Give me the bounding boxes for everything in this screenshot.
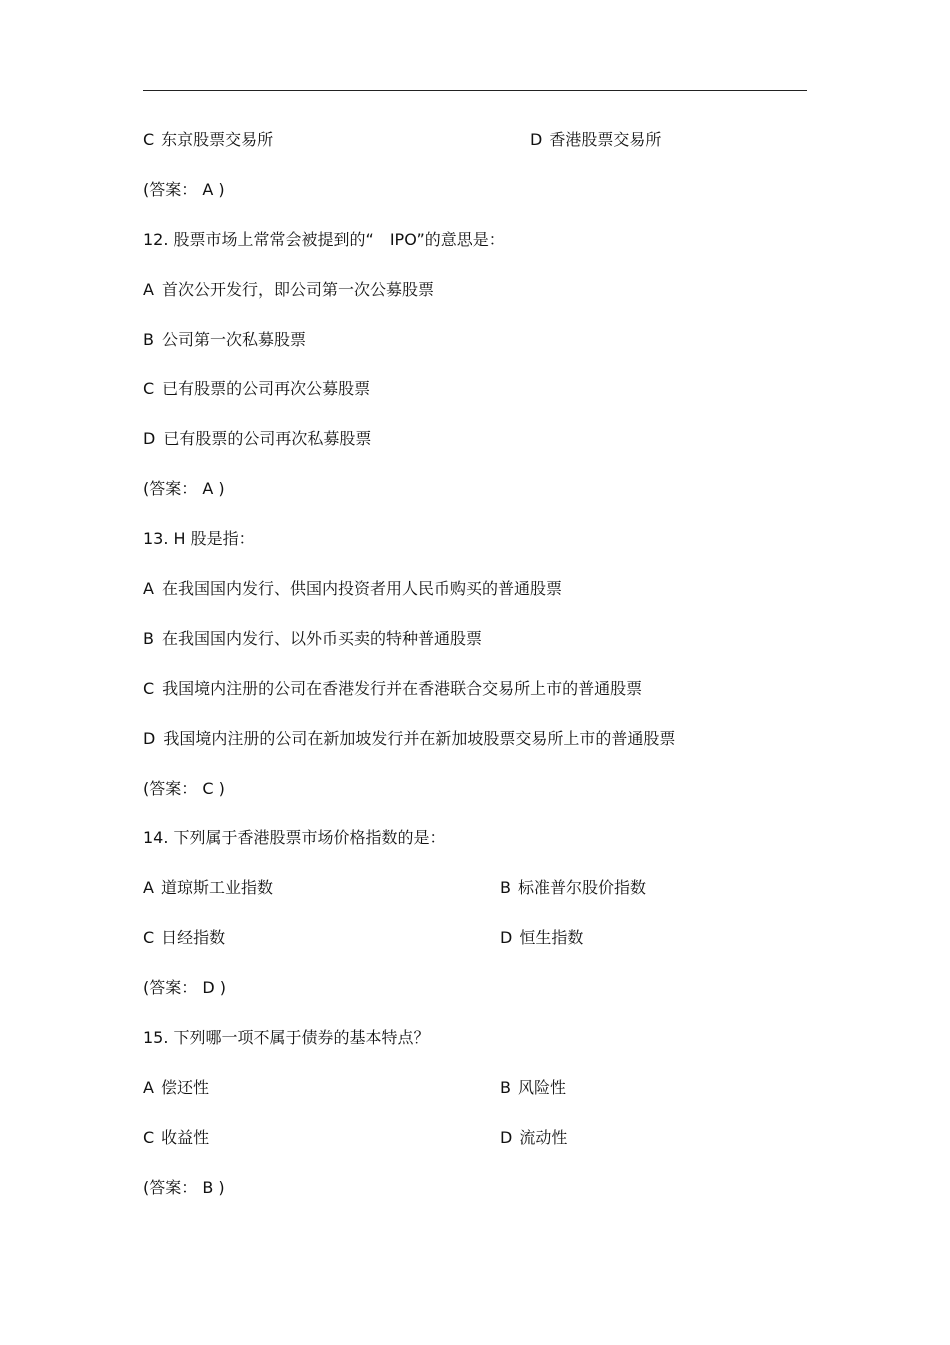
q12-answer: (答案： A ) — [143, 479, 225, 499]
question-list — [143, 126, 807, 1224]
q15-answer: (答案： B ) — [143, 1177, 225, 1197]
q14-option-a: A 道琼斯工业指数 — [143, 878, 273, 898]
q15-option-a: A 偿还性 — [143, 1077, 209, 1097]
q14-question: 14. 下列属于香港股票市场价格指数的是： — [143, 828, 446, 848]
q12-option-a: A 首次公开发行，即公司第一次公募股票 — [143, 279, 434, 299]
q12-question: 12. 股票市场上常常会被提到的“ IPO”的意思是： — [143, 229, 505, 249]
q15-question: 15. 下列哪一项不属于债券的基本特点？ — [143, 1028, 430, 1048]
q14-options-row-ab — [143, 874, 807, 924]
q15-option-d: D 流动性 — [500, 1127, 568, 1147]
q12-option-c: C 已有股票的公司再次公募股票 — [143, 379, 371, 399]
q14-options-row-cd — [143, 924, 807, 974]
q11-answer: (答案： A ) — [143, 179, 225, 199]
q11-options-row-cd — [143, 126, 807, 176]
q13-option-c: C 我国境内注册的公司在香港发行并在香港联合交易所上市的普通股票 — [143, 678, 643, 698]
q12-option-d: D 已有股票的公司再次私募股票 — [143, 429, 372, 449]
q14-answer: (答案： D ) — [143, 978, 226, 998]
q15-option-c: C 收益性 — [143, 1127, 210, 1147]
q13-option-d: D 我国境内注册的公司在新加坡发行并在新加坡股票交易所上市的普通股票 — [143, 728, 676, 748]
header-rule — [143, 90, 807, 91]
q13-answer: (答案： C ) — [143, 778, 225, 798]
q14-option-b: B 标准普尔股价指数 — [500, 878, 646, 898]
q14-option-d: D 恒生指数 — [500, 928, 584, 948]
q11-option-d: D 香港股票交易所 — [530, 130, 662, 149]
q15-options-row-ab — [143, 1074, 807, 1124]
q15-options-row-cd — [143, 1124, 807, 1174]
q12-option-b: B 公司第一次私募股票 — [143, 329, 306, 349]
q11-option-c: C 东京股票交易所 — [143, 130, 274, 149]
q13-question: 13. H 股是指： — [143, 529, 255, 549]
q15-option-b: B 风险性 — [500, 1077, 566, 1097]
q13-option-a: A 在我国国内发行、供国内投资者用人民币购买的普通股票 — [143, 579, 562, 599]
q13-option-b: B 在我国国内发行、以外币买卖的特种普通股票 — [143, 628, 482, 648]
q14-option-c: C 日经指数 — [143, 928, 226, 948]
